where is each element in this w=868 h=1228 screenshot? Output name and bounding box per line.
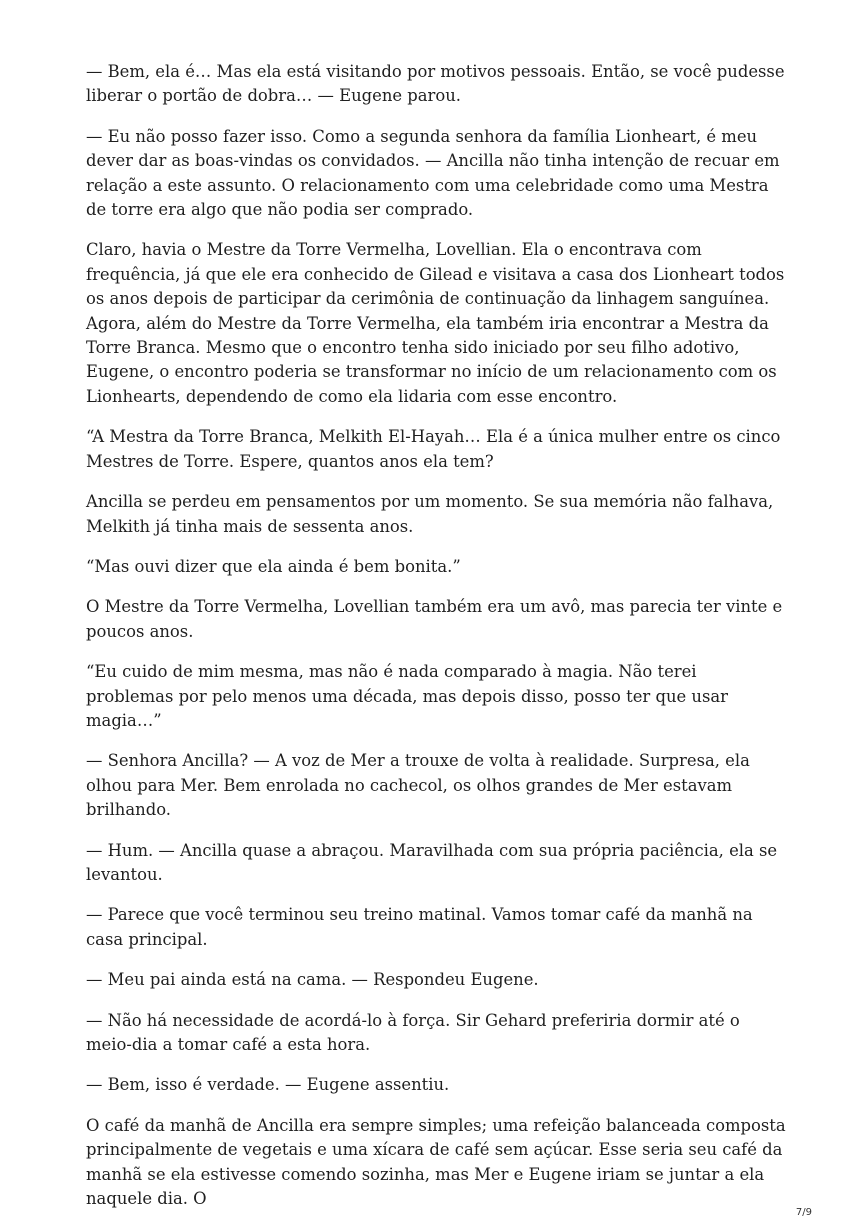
paragraph: Claro, havia o Mestre da Torre Vermelha, Lovellian. Ela o encontrava com frequência, já que ele era conhecido de Gilead e visitava a casa dos Lionheart todos os anos depois de participar da cerimônia de continuação da linhagem sanguínea. Agora, além do Mestre da Torre Vermelha, ela também iria encontrar a Mestra da Torre Branca. Mesmo que o encontro tenha sido iniciado por seu filho adotivo, Eugene, o encontro poderia se transformar no início de um relacionamento com os Lionhearts, dependendo de como ela lidaria com esse encontro.	[86, 240, 785, 406]
paragraph: — Bem, ela é… Mas ela está visitando por motivos pessoais. Então, se você pudesse liberar o portão de dobra… — Eugene parou.	[86, 62, 785, 106]
paragraph: — Meu pai ainda está na cama. — Respondeu Eugene.	[86, 970, 539, 990]
paragraph: “Eu cuido de mim mesma, mas não é nada comparado à magia. Não terei problemas por pelo menos uma década, mas depois disso, posso ter que usar magia…”	[86, 662, 729, 730]
paragraph: — Bem, isso é verdade. — Eugene assentiu.	[86, 1075, 450, 1095]
paragraph: “A Mestra da Torre Branca, Melkith El-Hayah… Ela é a única mulher entre os cinco Mestres de Torre. Espere, quantos anos ela tem?	[86, 427, 781, 471]
page-number: 7/9	[795, 1207, 812, 1218]
paragraph: — Parece que você terminou seu treino matinal. Vamos tomar café da manhã na casa principal.	[86, 905, 753, 949]
paragraph: Ancilla se perdeu em pensamentos por um momento. Se sua memória não falhava, Melkith já tinha mais de sessenta anos.	[86, 492, 774, 536]
paragraph: O Mestre da Torre Vermelha, Lovellian também era um avô, mas parecia ter vinte e poucos anos.	[86, 597, 783, 641]
paragraph: O café da manhã de Ancilla era sempre simples; uma refeição balanceada composta principalmente de vegetais e uma xícara de café sem açúcar. Esse seria seu café da manhã se ela estivesse comendo sozinha, mas Mer e Eugene iriam se juntar a ela naquele dia. O	[86, 1115, 786, 1209]
paragraph: — Hum. — Ancilla quase a abraçou. Maravilhada com sua própria paciência, ela se levantou.	[86, 840, 778, 884]
paragraph: “Mas ouvi dizer que ela ainda é bem bonita.”	[86, 556, 461, 576]
paragraph: — Não há necessidade de acordá-lo à força. Sir Gehard preferiria dormir até o meio-dia a tomar café a esta hora.	[86, 1010, 740, 1054]
body-text	[86, 60, 786, 1227]
paragraph: — Eu não posso fazer isso. Como a segunda senhora da família Lionheart, é meu dever dar as boas-vindas os convidados. — Ancilla não tinha intenção de recuar em relação a este assunto. O relacionamento com uma celebridade como uma Mestra de torre era algo que não podia ser comprado.	[86, 126, 780, 220]
paragraph: — Senhora Ancilla? — A voz de Mer a trouxe de volta à realidade. Surpresa, ela olhou para Mer. Bem enrolada no cachecol, os olhos grandes de Mer estavam brilhando.	[86, 751, 750, 820]
